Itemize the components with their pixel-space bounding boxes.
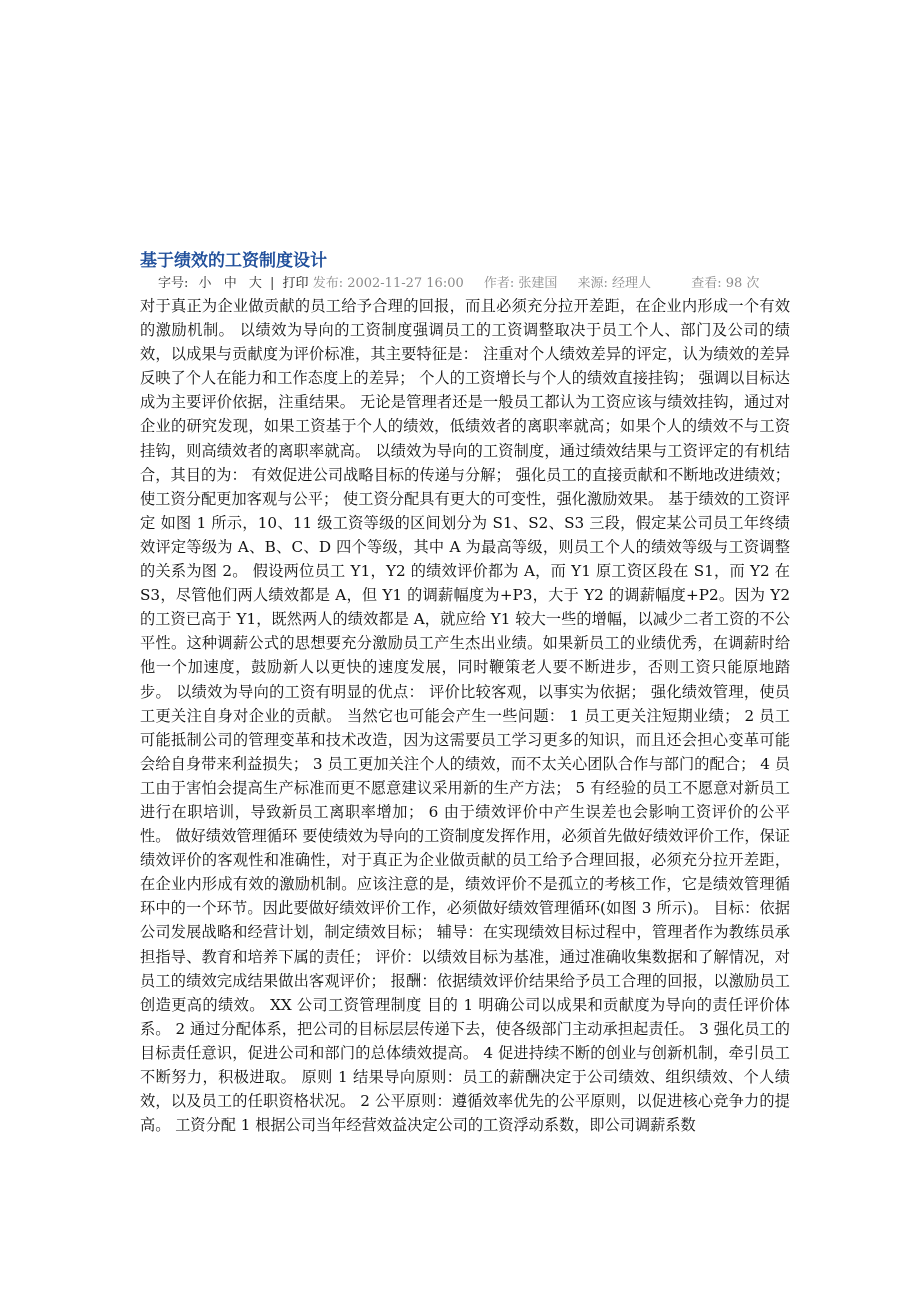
source: 来源: 经理人: [577, 276, 652, 291]
font-size-large-link[interactable]: 大: [248, 276, 262, 291]
font-size-small-link[interactable]: 小: [198, 276, 212, 291]
meta-separator: |: [270, 276, 275, 291]
publish-date: 发布: 2002-11-27 16:00: [312, 276, 464, 291]
font-size-medium-link[interactable]: 中: [223, 276, 237, 291]
print-link[interactable]: 打印: [282, 276, 309, 291]
article-title: 基于绩效的工资制度设计: [140, 251, 327, 271]
article-body: 对于真正为企业做贡献的员工给予合理的回报，而且必须充分拉开差距，在企业内形成一个有效的激励机制。 以绩效为导向的工资制度强调员工的工资调整取决于员工个人、部门及公司的绩效，以成果与贡献度为评价标准，其主要特征是： 注重对个人绩效差异的评定，认为绩效的差异反映了个人在能力和工作态度上的差异； 个人的工资增长与个人的绩效直接挂钩； 强调以目标达成为主要评价依据，注重结果。 无论是管理者还是一般员工都认为工资应该与绩效挂钩，通过对企业的研究发现，如果工资基于个人的绩效，低绩效者的离职率就高；如果个人的绩效不与工资挂钩，则高绩效者的离职率就高。 以绩效为导向的工资制度，通过绩效结果与工资评定的有机结合，其目的为： 有效促进公司战略目标的传递与分解； 强化员工的直接贡献和不断地改进绩效； 使工资分配更加客观与公平； 使工资分配具有更大的可变性，强化激励效果。 基于绩效的工资评定 如图 1 所示，10、11 级工资等级的区间划分为 S1、S2、S3 三段，假定某公司员工年终绩效评定等级为 A、B、C、D 四个等级，其中 A 为最高等级，则员工个人的绩效等级与工资调整的关系为图 2。 假设两位员工 Y1，Y2 的绩效评价都为 A，而 Y1 原工资区段在 S1，而 Y2 在 S3，尽管他们两人绩效都是 A，但 Y1 的调薪幅度为+P3，大于 Y2 的调薪幅度+P2。因为 Y2 的工资已高于 Y1，既然两人的绩效都是 A，就应给 Y1 较大一些的增幅，以减少二者工资的不公平性。这种调薪公式的思想要充分激励员工产生杰出业绩。如果新员工的业绩优秀，在调薪时给他一个加速度，鼓励新人以更快的速度发展，同时鞭策老人要不断进步，否则工资只能原地踏步。 以绩效为导向的工资有明显的优点： 评价比较客观，以事实为依据； 强化绩效管理，使员工更关注自身对企业的贡献。 当然它也可能会产生一些问题： 1 员工更关注短期业绩； 2 员工可能抵制公司的管理变革和技术改造，因为这需要员工学习更多的知识，而且还会担心变革可能会给自身带来利益损失； 3 员工更加关注个人的绩效，而不太关心团队合作与部门的配合； 4 员工由于害怕会提高生产标准而更不愿意建议采用新的生产方法； 5 有经验的员工不愿意对新员工进行在职培训，导致新员工离职率增加； 6 由于绩效评价中产生误差也会影响工资评价的公平性。 做好绩效管理循环 要使绩效为导向的工资制度发挥作用，必须首先做好绩效评价工作，保证绩效评价的客观性和准确性，对于真正为企业做贡献的员工给予合理回报，必须充分拉开差距，在企业内形成有效的激励机制。应该注意的是，绩效评价不是孤立的考核工作，它是绩效管理循环中的一个环节。因此要做好绩效评价工作，必须做好绩效管理循环(如图 3 所示)。 目标：依据公司发展战略和经营计划，制定绩效目标； 辅导：在实现绩效目标过程中，管理者作为教练员承担指导、教育和培养下属的责任； 评价：以绩效目标为基准，通过准确收集数据和了解情况，对员工的绩效完成结果做出客观评价； 报酬：依据绩效评价结果给予员工合理的回报，以激励员工创造更高的绩效。 XX 公司工资管理制度 目的 1 明确公司以成果和贡献度为导向的责任评价体系。 2 通过分配体系，把公司的目标层层传递下去，使各级部门主动承担起责任。 3 强化员工的目标责任意识，促进公司和部门的总体绩效提高。 4 促进持续不断的创业与创新机制，牵引员工不断努力，积极进取。 原则 1 结果导向原则：员工的薪酬决定于公司绩效、组织绩效、个人绩效，以及员工的任职资格状况。 2 公平原则：遵循效率优先的公平原则，以促进核心竞争力的提高。 工资分配 1 根据公司当年经营效益决定公司的工资浮动系数，即公司调薪系数: [140, 297, 790, 1135]
author: 作者: 张建国: [483, 276, 558, 291]
view-count: 查看: 98 次: [691, 276, 760, 291]
font-size-label: 字号:: [158, 276, 189, 291]
article: [140, 248, 790, 1137]
article-meta: [140, 274, 790, 294]
